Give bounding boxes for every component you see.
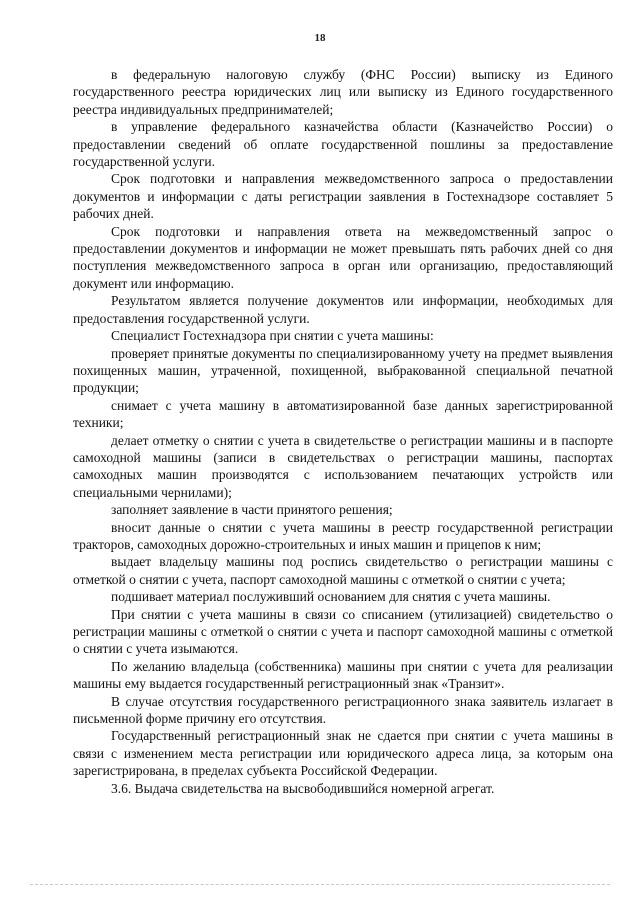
paragraph: Государственный регистрационный знак не сдается при снятии с учета машины в связи с изменением места регистрации или юридического адреса лица, за которым она зарегистрирована, в пределах субъекта Российской Федерации.: [73, 728, 613, 779]
paragraph: Специалист Гостехнадзора при снятии с учета машины:: [111, 328, 434, 344]
paragraph: делает отметку о снятии с учета в свидетельстве о регистрации машины и в паспорте самоходной машины (записи в свидетельствах о регистрации машины, паспортах самоходных машин производятся с использованием печатающих устройств или специальными чернилами);: [73, 432, 613, 500]
scan-edge-line: [30, 884, 610, 885]
paragraph: Результатом является получение документов или информации, необходимых для предоставления государственной услуги.: [73, 293, 613, 326]
paragraph: проверяет принятые документы по специализированному учету на предмет выявления похищенных машин, утраченной, похищенной, выбракованной специальной печатной продукции;: [73, 345, 613, 396]
paragraph: вносит данные о снятии с учета машины в реестр государственной регистрации тракторов, самоходных дорожно-строительных и иных машин и прицепов к ним;: [73, 519, 613, 552]
paragraph: При снятии с учета машины в связи со списанием (утилизацией) свидетельство о регистрации машины с отметкой о снятии с учета и паспорт самоходной машины с отметкой о снятии с учета изымаются.: [73, 606, 613, 657]
paragraph: 3.6. Выдача свидетельства на высвободившийся номерной агрегат.: [111, 780, 495, 796]
paragraph: По желанию владельца (собственника) машины при снятии с учета для реализации машины ему выдается государственный регистрационный знак «Транзит».: [73, 658, 613, 692]
paragraph: В случае отсутствия государственного регистрационного знака заявитель излагает в письменной форме причину его отсутствия.: [73, 693, 613, 727]
paragraph: подшивает материал послуживший основанием для снятия с учета машины.: [111, 589, 551, 605]
paragraph: заполняет заявление в части принятого решения;: [111, 502, 393, 518]
paragraph: в федеральную налоговую службу (ФНС России) выписку из Единого государственного реестра юридических лиц или выписку из Единого государственного реестра индивидуальных предпринимателей;: [73, 67, 613, 117]
paragraph: в управление федерального казначейства области (Казначейство России) о предоставлении сведений об оплате государственной пошлины за предоставление государственной услуги.: [73, 119, 613, 170]
document-body: [73, 66, 613, 797]
page-number: 18: [314, 32, 326, 44]
paragraph: выдает владельцу машины под роспись свидетельство о регистрации машины с отметкой о снятии с учета, паспорт самоходной машины с отметкой о снятии с учета;: [73, 554, 613, 587]
paragraph: снимает с учета машину в автоматизированной базе данных зарегистрированной техники;: [73, 397, 613, 431]
paragraph: Срок подготовки и направления ответа на межведомственный запрос о предоставлении документов и информации не может превышать пять рабочих дней со дня поступления межведомственного запроса в орган или организацию, предоставляющий документ или информацию.: [73, 223, 613, 291]
paragraph: Срок подготовки и направления межведомственного запроса о предоставлении документов и информации с даты регистрации заявления в Гостехнадзоре составляет 5 рабочих дней.: [73, 171, 613, 222]
